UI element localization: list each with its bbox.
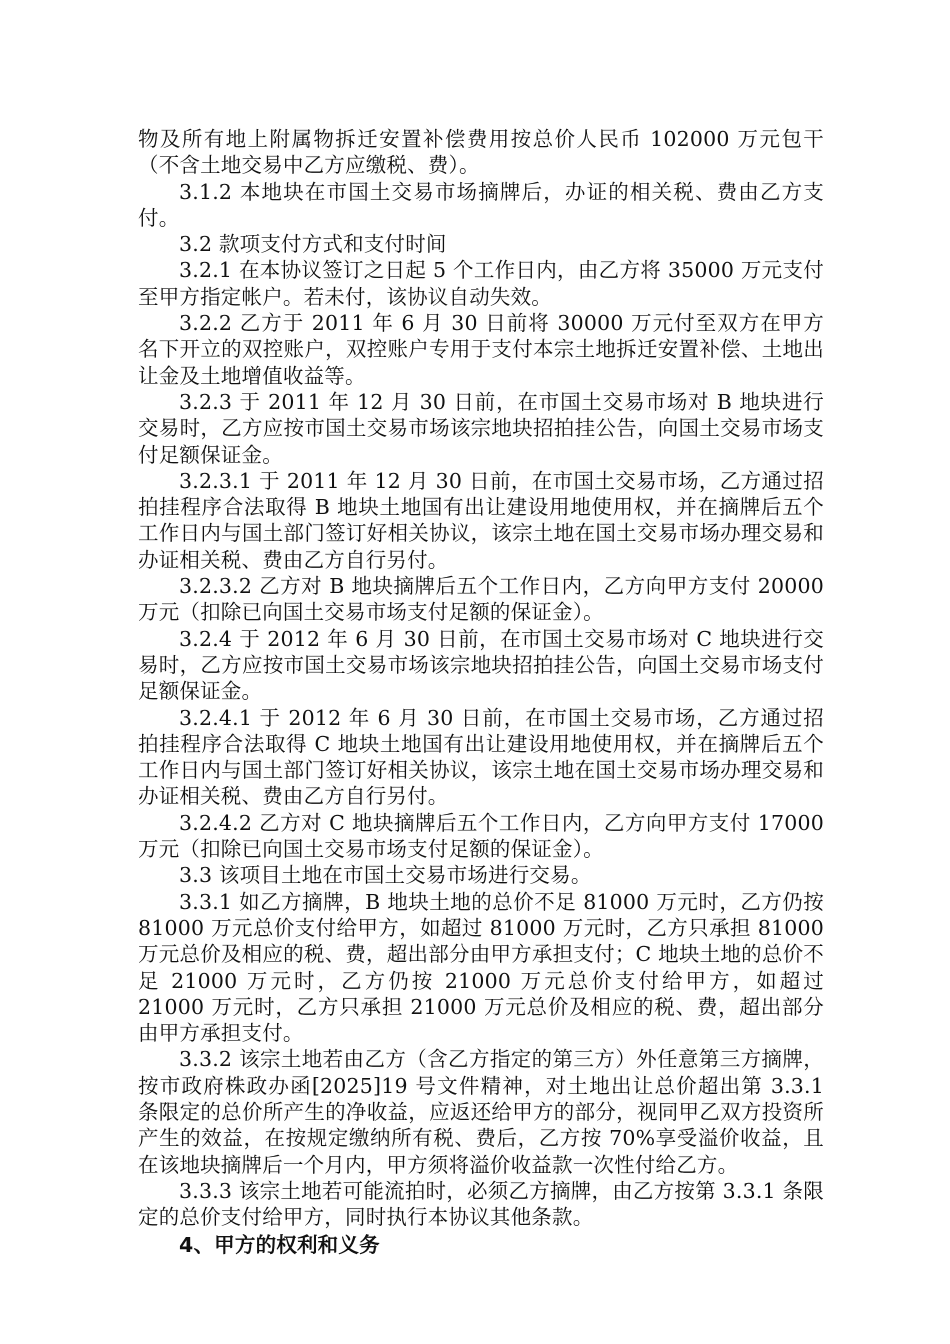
paragraph-4: 3.2.1 在本协议签订之日起 5 个工作日内，由乙方将 35000 万元支付至甲方指定帐户。若未付，该协议自动失效。 — [138, 258, 824, 309]
paragraph-11: 3.2.4.2 乙方对 C 地块摘牌后五个工作日内，乙方向甲方支付 17000 万元（扣除已向国土交易市场支付足额的保证金）。 — [138, 810, 824, 862]
paragraph-1: 物及所有地上附属物拆迁安置补偿费用按总价人民币 102000 万元包干（不含土地交易中乙方应缴税、费）。 — [138, 127, 824, 178]
paragraph-6: 3.2.3 于 2011 年 12 月 30 日前，在市国土交易市场对 B 地块进行交易时，乙方应按市国土交易市场该宗地块招拍挂公告，向国土交易市场支付足额保证金。 — [138, 389, 824, 467]
paragraph-14: 3.3.2 该宗土地若由乙方（含乙方指定的第三方）外任意第三方摘牌，按市政府株政办函[2025]19 号文件精神，对土地出让总价超出第 3.3.1 条限定的总价所产生的净收益，应返还给甲方的部分，视同甲乙双方投资所产生的效益，在按规定缴纳所有税、费后，乙方按 70%享受溢价收益，且在该地块摘牌后一个月内，甲方须将溢价收益款一次性付给乙方。 — [138, 1047, 824, 1177]
paragraph-10: 3.2.4.1 于 2012 年 6 月 30 日前，在市国土交易市场，乙方通过招拍挂程序合法取得 C 地块土地国有出让建设用地使用权，并在摘牌后五个工作日内与国土部门签订好相关协议，该宗土地在国土交易市场办理交易和办证相关税、费由乙方自行另付。 — [138, 705, 824, 809]
paragraph-13: 3.3.1 如乙方摘牌，B 地块土地的总价不足 81000 万元时，乙方仍按 81000 万元总价支付给甲方，如超过 81000 万元时，乙方只承担 81000 万元总价及相应的税、费，超出部分由甲方承担支付；C 地块土地的总价不足 21000 万元时，乙方仍按 21000 万元总价支付给甲方，如超过 21000 万元时，乙方只承担 21000 万元总价及相应的税、费，超出部分由甲方承担支付。 — [138, 889, 824, 1046]
paragraph-7: 3.2.3.1 于 2011 年 12 月 30 日前，在市国土交易市场，乙方通过招拍挂程序合法取得 B 地块土地国有出让建设用地使用权，并在摘牌后五个工作日内与国土部门签订好相关协议，该宗土地在国土交易市场办理交易和办证相关税、费由乙方自行另付。 — [138, 468, 824, 572]
paragraph-8: 3.2.3.2 乙方对 B 地块摘牌后五个工作日内，乙方向甲方支付 20000 万元（扣除已向国土交易市场支付足额的保证金）。 — [138, 574, 824, 625]
paragraph-2: 3.1.2 本地块在市国土交易市场摘牌后，办证的相关税、费由乙方支付。 — [138, 179, 824, 230]
paragraph-9: 3.2.4 于 2012 年 6 月 30 日前，在市国土交易市场对 C 地块进行交易时，乙方应按市国土交易市场该宗地块招拍挂公告，向国土交易市场支付足额保证金。 — [138, 626, 824, 704]
document-page — [138, 126, 824, 1260]
paragraph-12: 3.3 该项目土地在市国土交易市场进行交易。 — [179, 863, 592, 888]
paragraph-3: 3.2 款项支付方式和支付时间 — [179, 232, 447, 257]
paragraph-5: 3.2.2 乙方于 2011 年 6 月 30 日前将 30000 万元付至双方在甲方名下开立的双控账户，双控账户专用于支付本宗土地拆迁安置补偿、土地出让金及土地增值收益等。 — [138, 311, 824, 388]
section-heading: 4、甲方的权利和义务 — [179, 1233, 380, 1258]
paragraph-15: 3.3.3 该宗土地若可能流拍时，必须乙方摘牌，由乙方按第 3.3.1 条限定的总价支付给甲方，同时执行本协议其他条款。 — [138, 1178, 824, 1230]
